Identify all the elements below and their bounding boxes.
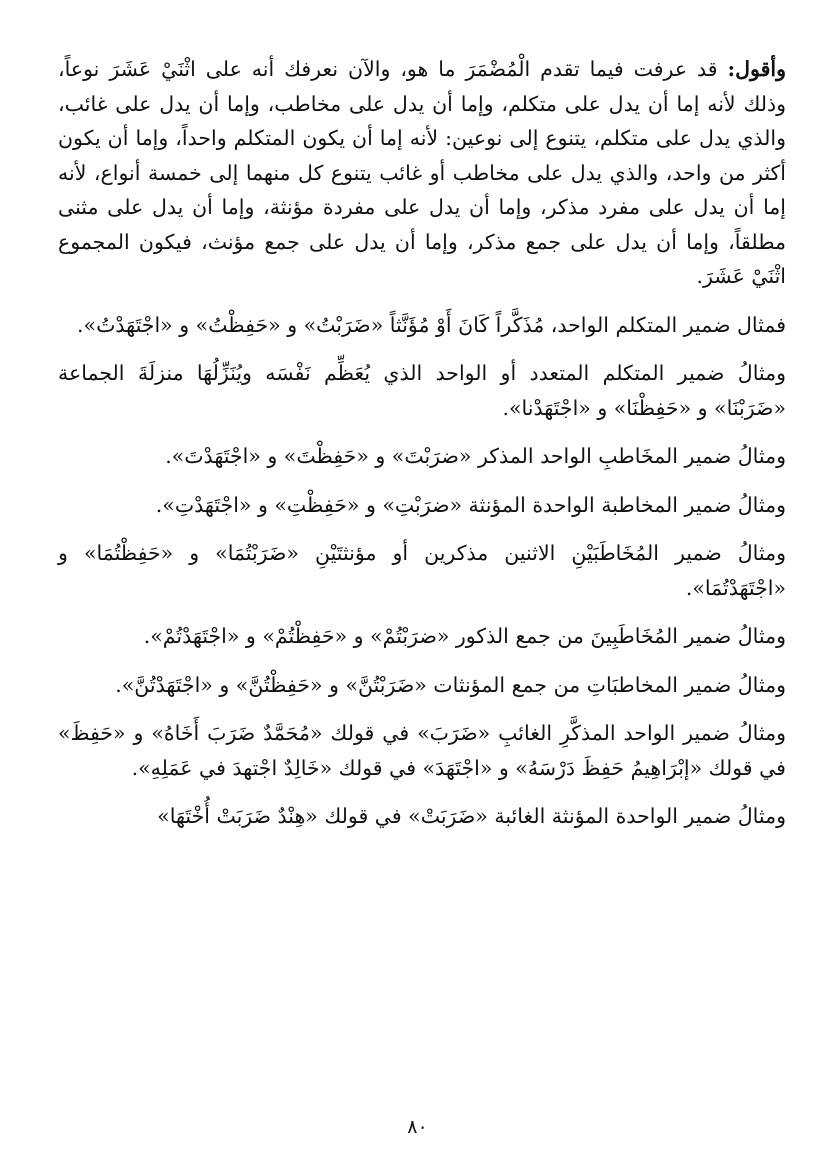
paragraph-second-feminine-plural: ومثالُ ضمير المخاطبَاتِ من جمع المؤنثات «ضَرَبْتُنَّ» و «حَفِظْتُنَّ» و «اجْتَهَدْتُنَّ». xyxy=(115,672,786,697)
document-page xyxy=(58,52,786,834)
paragraph-second-feminine-singular: ومثالُ ضمير المخاطبة الواحدة المؤنثة «ضرَبْتِ» و «حَفِظْتِ» و «اجْتَهَدْتِ». xyxy=(155,492,786,517)
paragraph-second-masculine-plural: ومثالُ ضمير المُخَاطَبِينَ من جمع الذكور «ضرَبْتُمْ» و «حَفِظْتُمْ» و «اجْتَهَدْتُمْ». xyxy=(143,624,786,648)
page-number: ٨٠ xyxy=(407,1116,428,1138)
paragraph-text: قد عرفت فيما تقدم الْمُضْمَرَ ما هو، والآن نعرفك أنه على اثْنَيْ عَشَرَ نوعاً، وذلك لأنه إما أن يدل على متكلم، وإما أن يدل على مخاطب، وإما أن يدل على غائب، والذي يدل على متكلم، يتنوع إلى نوعين: لأنه إما أن يكون المتكلم واحداً، وإما أن يكون أكثر من واحد، والذي يدل على مخاطب أو غائب يتنوع كل منهما إلى خمسة أنواع، لأنه إما أن يدل على مفرد مذكر، وإما أن يدل على مفردة مؤنثة، وإما أن يدل على مثنى مطلقاً، وإما أن يدل على جمع مذكر، وإما أن يدل على جمع مؤنث، فيكون المجموع اثْنَيْ عَشَرَ. xyxy=(58,57,786,288)
paragraph-second-dual: ومثالُ ضمير المُخَاطَبَيْنِ الاثنين مذكرين أو مؤنثتَيْنِ «ضَرَبْتُمَا» و «حَفِظْتُمَا» و «اجْتَهَدْتُمَا». xyxy=(58,541,786,600)
paragraph-second-masculine-singular: ومثالُ ضمير المخَاطبِ الواحد المذكر «ضرَبْتَ» و «حَفِظْتَ» و «اجْتَهَدْتَ». xyxy=(165,444,786,468)
paragraph-third-feminine-singular: ومثالُ ضمير الواحدة المؤنثة الغائبة «ضَرَبَتْ» في قولك «هِنْدٌ ضَرَبَتْ أُخْتَهَا» xyxy=(157,804,786,828)
paragraph-first-person-singular: فمثال ضمير المتكلم الواحد، مُذَكَّراً كَانَ أَوْ مُؤَنَّثاً «ضَرَبْتُ» و «حَفِظْتُ» و «اجْتَهَدْتُ». xyxy=(77,312,786,337)
paragraph-first-person-plural: ومثالُ ضمير المتكلم المتعدد أو الواحد الذي يُعَظِّم نَفْسَه ويُنَزِّلُهَا منزلَةَ الجماعة «ضَرَبْنَا» و «حَفِظْنَا» و «اجْتَهَدْنا». xyxy=(58,361,787,420)
paragraph-lead: وأقول: xyxy=(727,57,786,81)
paragraph-third-masculine-singular: ومثالُ ضمير الواحد المذكَّرِ الغائبِ «ضَرَبَ» في قولك «مُحَمَّدٌ ضَرَبَ أَخَاهُ» و «حَفِظَ» في قولك «إبْرَاهِيمُ حَفِظَ دَرْسَهُ» و «اجْتَهَدَ» في قولك «خَالِدٌ اجْتهدَ في عَمَلِهِ». xyxy=(58,721,786,780)
paragraph-intro xyxy=(58,52,786,294)
